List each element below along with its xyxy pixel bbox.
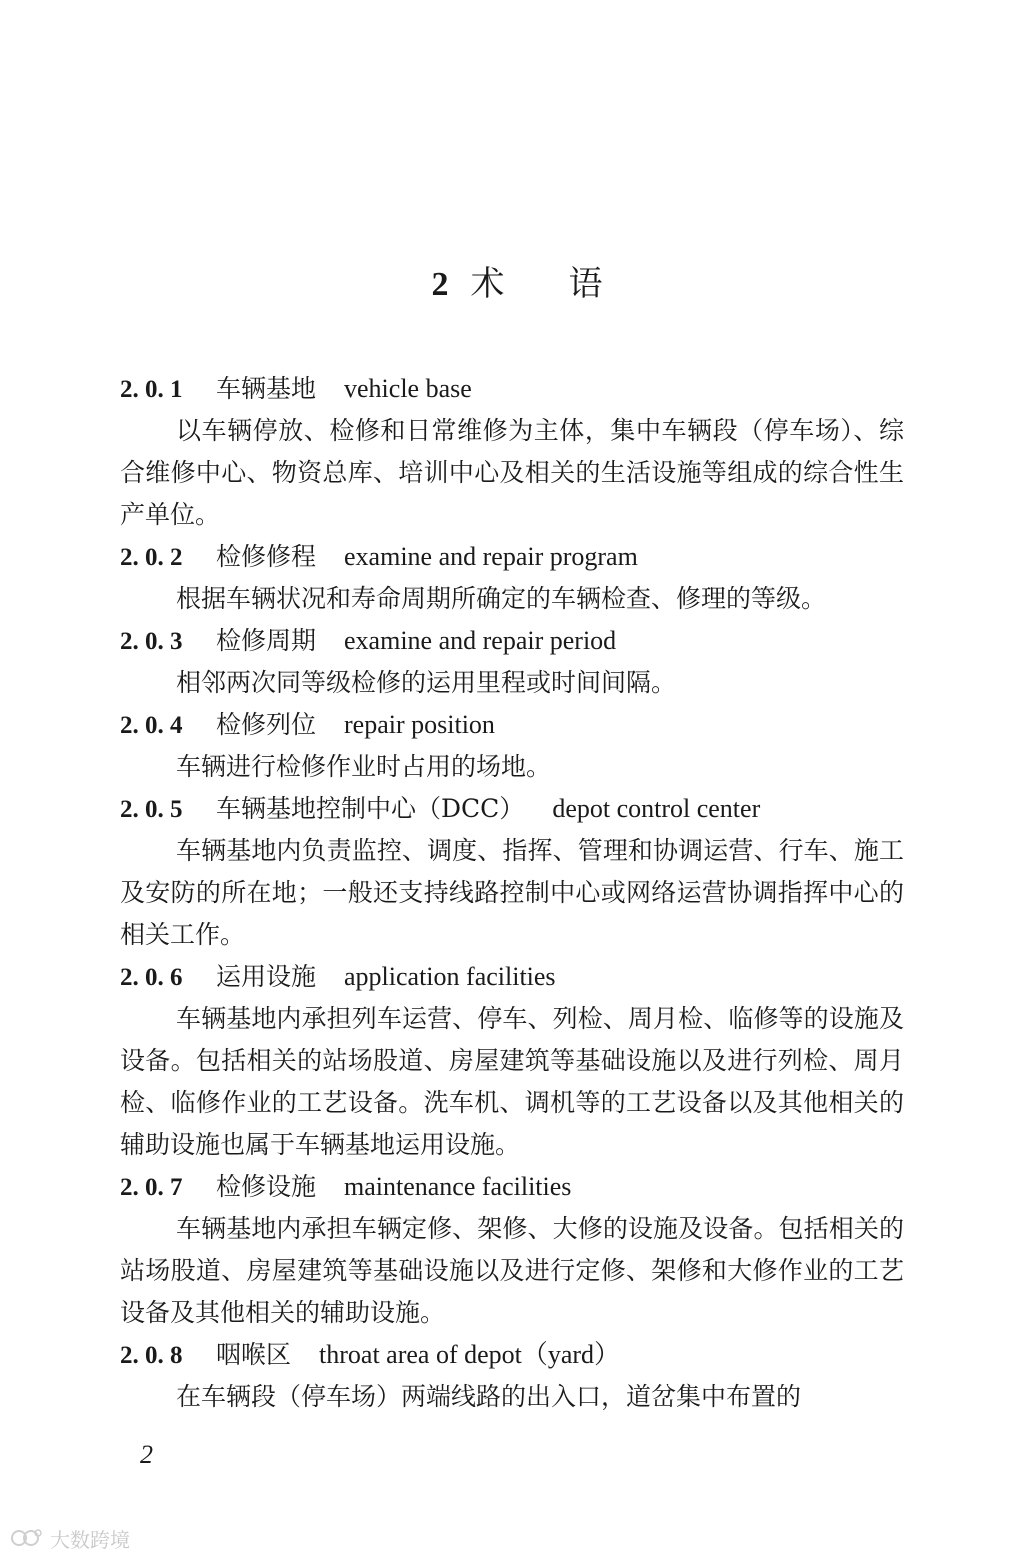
watermark-logo-icon	[10, 1527, 44, 1549]
term-definition: 以车辆停放、检修和日常维修为主体，集中车辆段（停车场）、综合维修中心、物资总库、培训中心及相关的生活设施等组成的综合性生产单位。	[120, 416, 904, 529]
term-heading	[120, 536, 904, 578]
term-code: 2. 0. 4	[120, 712, 183, 739]
term-definition: 车辆基地内负责监控、调度、指挥、管理和协调运营、行车、施工及安防的所在地；一般还支持线路控制中心或网络运营协调指挥中心的相关工作。	[120, 836, 904, 949]
term-chinese: 检修设施	[216, 1172, 317, 1201]
term-english: throat area of depot（yard）	[319, 1340, 621, 1369]
term-chinese: 车辆基地	[216, 374, 317, 403]
terms-list	[120, 368, 904, 1418]
term-chinese: 车辆基地控制中心（DCC）	[216, 794, 525, 823]
term-english: examine and repair period	[344, 626, 617, 655]
term-entry	[120, 956, 904, 1166]
term-heading	[120, 620, 904, 662]
watermark-text: 大数跨境	[50, 1527, 130, 1552]
watermark	[10, 1523, 130, 1553]
term-heading	[120, 788, 904, 830]
term-chinese: 检修周期	[216, 626, 317, 655]
term-chinese: 运用设施	[216, 962, 317, 991]
term-definition: 车辆进行检修作业时占用的场地。	[176, 752, 552, 781]
chapter-title	[0, 258, 1034, 311]
term-definition: 在车辆段（停车场）两端线路的出入口，道岔集中布置的	[176, 1382, 802, 1411]
term-definition: 车辆基地内承担列车运营、停车、列检、周月检、临修等的设施及设备。包括相关的站场股道、房屋建筑等基础设施以及进行列检、周月检、临修作业的工艺设备。洗车机、调机等的工艺设备以及其他相关的辅助设施也属于车辆基地运用设施。	[120, 1004, 904, 1159]
term-entry	[120, 620, 904, 704]
term-heading	[120, 1166, 904, 1208]
term-heading	[120, 704, 904, 746]
term-english: maintenance facilities	[344, 1172, 572, 1201]
term-heading	[120, 956, 904, 998]
term-chinese: 检修修程	[216, 542, 317, 571]
term-code: 2. 0. 1	[120, 376, 183, 403]
term-english: examine and repair program	[344, 542, 638, 571]
term-english: depot control center	[552, 794, 761, 823]
term-entry	[120, 704, 904, 788]
term-english: repair position	[344, 710, 495, 739]
chapter-title-text: 术语	[470, 264, 667, 304]
term-code: 2. 0. 3	[120, 628, 183, 655]
term-heading	[120, 1334, 904, 1376]
term-definition: 相邻两次同等级检修的运用里程或时间间隔。	[176, 668, 677, 697]
term-definition: 车辆基地内承担车辆定修、架修、大修的设施及设备。包括相关的站场股道、房屋建筑等基础设施以及进行定修、架修和大修作业的工艺设备及其他相关的辅助设施。	[120, 1214, 904, 1327]
term-entry	[120, 1334, 904, 1418]
term-entry	[120, 368, 904, 536]
term-english: vehicle base	[344, 374, 472, 403]
term-english: application facilities	[344, 962, 556, 991]
term-definition: 根据车辆状况和寿命周期所确定的车辆检查、修理的等级。	[176, 584, 827, 613]
term-code: 2. 0. 2	[120, 544, 183, 571]
term-entry	[120, 1166, 904, 1334]
page-number: 2	[140, 1440, 153, 1469]
term-code: 2. 0. 6	[120, 964, 183, 991]
term-code: 2. 0. 8	[120, 1342, 183, 1369]
term-heading	[120, 368, 904, 410]
term-chinese: 检修列位	[216, 710, 317, 739]
term-entry	[120, 536, 904, 620]
term-code: 2. 0. 7	[120, 1174, 183, 1201]
chapter-number: 2	[431, 266, 449, 303]
term-chinese: 咽喉区	[216, 1340, 292, 1369]
term-entry	[120, 788, 904, 956]
term-code: 2. 0. 5	[120, 796, 183, 823]
